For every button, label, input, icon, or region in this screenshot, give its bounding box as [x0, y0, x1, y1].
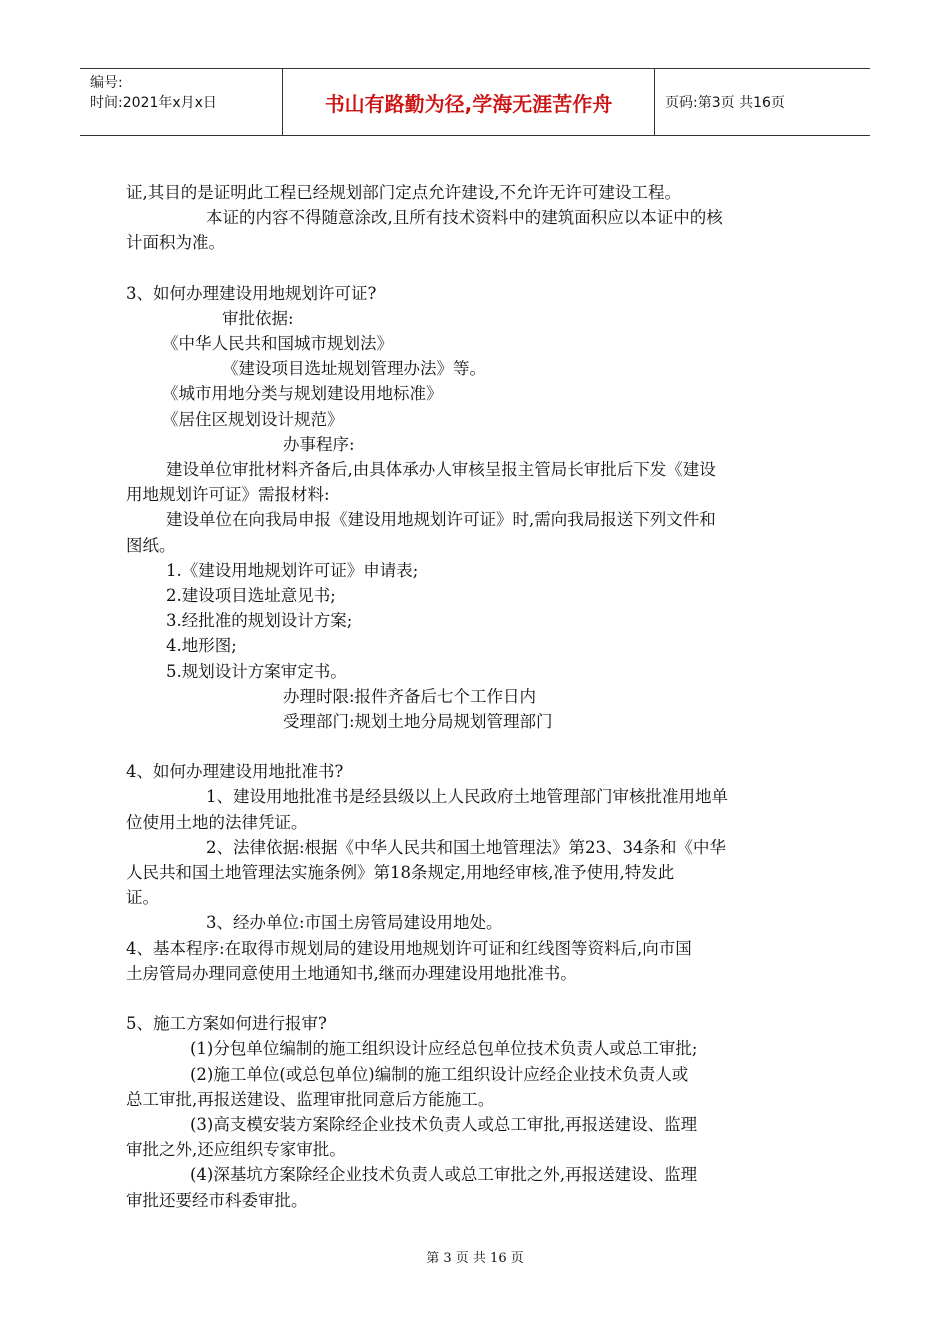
body-line: 《居住区规划设计规范》: [162, 409, 344, 429]
page-footer: 第 3 页 共 16 页: [426, 1251, 524, 1266]
body-line: (4)深基坑方案除经企业技术负责人或总工审批之外,再报送建设、监理: [190, 1165, 698, 1185]
body-line: 证,其目的是证明此工程已经规划部门定点允许建设,不允许无许可建设工程。: [126, 183, 681, 202]
page-header: [80, 68, 870, 136]
body-line: 图纸。: [126, 535, 176, 555]
list-item: 5.规划设计方案审定书。: [166, 661, 347, 681]
header-page-number: 页码:第3页 共16页: [665, 95, 785, 111]
body-line: 《中华人民共和国城市规划法》: [162, 334, 393, 354]
header-meta: [80, 69, 283, 135]
section-heading: 4、如何办理建设用地批准书?: [126, 762, 344, 782]
body-line: 办理时限:报件齐备后七个工作日内: [283, 686, 537, 706]
body-line: 办事程序:: [283, 434, 355, 454]
body-line: 土房管局办理同意使用土地通知书,继而办理建设用地批准书。: [126, 963, 577, 983]
list-item: 4.地形图;: [166, 636, 237, 656]
list-item: 2.建设项目选址意见书;: [166, 586, 336, 606]
body-line: (3)高支模安装方案除经企业技术负责人或总工审批,再报送建设、监理: [190, 1114, 698, 1134]
section-heading: 5、施工方案如何进行报审?: [126, 1014, 327, 1034]
body-line: 总工审批,再报送建设、监理审批同意后方能施工。: [126, 1089, 495, 1109]
body-line: (1)分包单位编制的施工组织设计应经总包单位技术负责人或总工审批;: [190, 1039, 698, 1059]
paragraph-gap: [126, 256, 826, 281]
list-item: 1.《建设用地规划许可证》申请表;: [166, 560, 419, 580]
body-line: 用地规划许可证》需报材料:: [126, 485, 330, 505]
paragraph-gap: [126, 986, 826, 1011]
header-motto: 书山有路勤为径,学海无涯苦作舟: [283, 69, 655, 135]
body-line: 建设单位审批材料齐备后,由具体承办人审核呈报主管局长审批后下发《建设: [166, 460, 716, 480]
body-line: 位使用土地的法律凭证。: [126, 812, 308, 832]
body-line: 建设单位在向我局申报《建设用地规划许可证》时,需向我局报送下列文件和: [166, 510, 716, 530]
body-line: 审批依据:: [222, 308, 294, 328]
body-line: (2)施工单位(或总包单位)编制的施工组织设计应经企业技术负责人或: [190, 1064, 689, 1084]
body-line: 受理部门:规划土地分局规划管理部门: [283, 712, 553, 732]
list-item: 3.经批准的规划设计方案;: [166, 611, 353, 631]
paragraph-gap: [126, 734, 826, 759]
body-line: 《城市用地分类与规划建设用地标准》: [162, 384, 443, 404]
body-line: 证。: [126, 888, 159, 908]
doc-time-label: 时间:2021年x月x日: [90, 95, 217, 111]
body-line: 《建设项目选址规划管理办法》等。: [222, 359, 486, 379]
section-heading: 3、如何办理建设用地规划许可证?: [126, 283, 377, 303]
body-line: 人民共和国土地管理法实施条例》第18条规定,用地经审核,准予使用,特发此: [126, 863, 675, 883]
body-line: 1、建设用地批准书是经县级以上人民政府土地管理部门审核批准用地单: [206, 787, 728, 807]
body-line: 3、经办单位:市国土房管局建设用地处。: [206, 913, 503, 933]
body-line: 审批还要经市科委审批。: [126, 1190, 308, 1210]
body-line: 2、法律依据:根据《中华人民共和国土地管理法》第23、34条和《中华: [206, 837, 727, 857]
body-line: 计面积为准。: [126, 233, 225, 253]
doc-code-label: 编号:: [90, 75, 123, 91]
document-body: [126, 180, 826, 1213]
body-line: 本证的内容不得随意涂改,且所有技术资料中的建筑面积应以本证中的核: [206, 208, 723, 228]
body-line: 审批之外,还应组织专家审批。: [126, 1140, 346, 1160]
body-line: 4、基本程序:在取得市规划局的建设用地规划许可证和红线图等资料后,向市国: [126, 938, 692, 958]
